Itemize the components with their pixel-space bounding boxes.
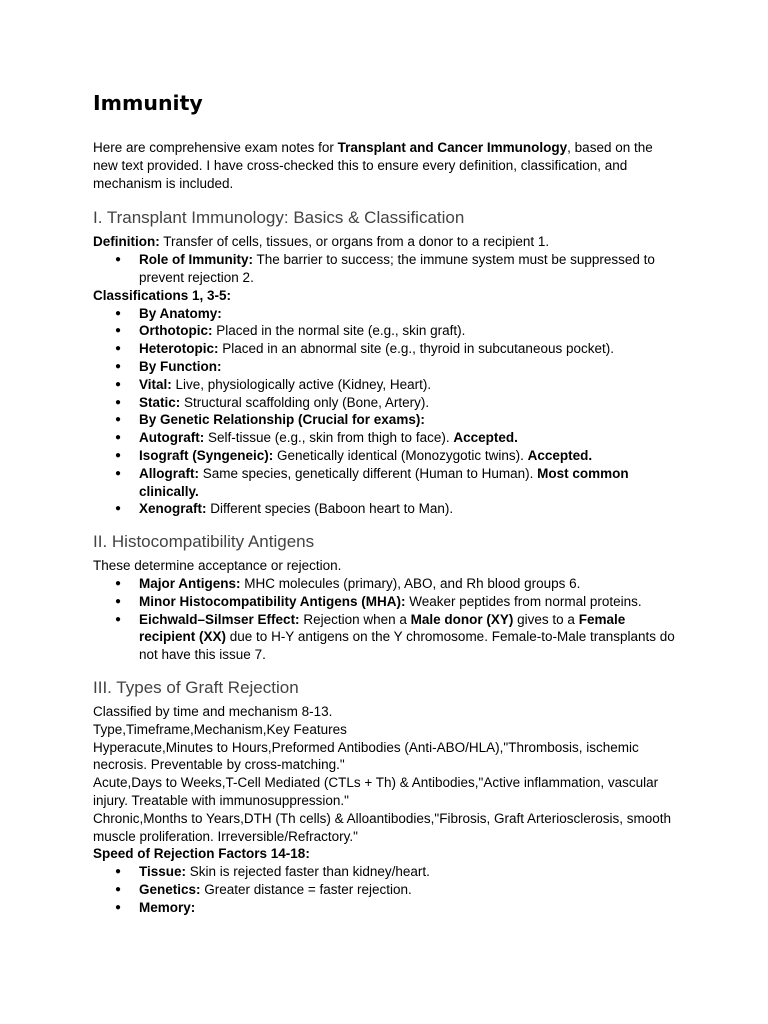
item-text: Self-tissue (e.g., skin from thigh to face).: [204, 430, 454, 446]
section-heading-transplant: I. Transplant Immunology: Basics & Classification: [93, 208, 465, 228]
item-label: Static:: [139, 394, 181, 410]
list-item: [139, 611, 676, 664]
classifications-label: [93, 287, 676, 305]
intro-paragraph: [93, 139, 676, 192]
list-item: [139, 394, 676, 412]
item-label: Xenograft:: [139, 501, 207, 517]
role-list: [93, 251, 676, 287]
text-line: Classified by time and mechanism 8-13.: [93, 703, 333, 719]
item-label: By Function:: [139, 358, 222, 374]
list-item: [139, 881, 676, 899]
item-bold: Male donor (XY): [410, 611, 514, 627]
item-tail: Accepted.: [453, 430, 518, 446]
csv-row-chronic: Chronic,Months to Years,DTH (Th cells) & Alloantibodies,"Fibrosis, Graft Arteriosclerosis, smooth muscle proliferation. Irreversible/Refractory.": [93, 810, 672, 844]
document-body: [93, 139, 676, 916]
item-text: Genetically identical (Monozygotic twins).: [273, 447, 528, 463]
list-item: [139, 447, 676, 465]
item-text: MHC molecules (primary), ABO, and Rh blood groups 6.: [240, 575, 581, 591]
item-text: Different species (Baboon heart to Man).: [206, 501, 454, 517]
item-label: By Anatomy:: [139, 305, 222, 321]
item-bold: Female recipient (XX): [139, 611, 626, 645]
list-item: [139, 899, 676, 917]
list-item: [139, 863, 676, 881]
item-text: Live, physiologically active (Kidney, Heart).: [171, 376, 432, 392]
item-label: Major Antigens:: [139, 575, 241, 591]
list-item: [139, 593, 676, 611]
intro-bold: Transplant and Cancer Immunology: [337, 140, 568, 155]
page-title: Immunity: [93, 91, 203, 115]
section-heading-rejection: III. Types of Graft Rejection: [93, 677, 299, 697]
section-intro: These determine acceptance or rejection.: [93, 558, 342, 574]
spacer: [93, 664, 676, 676]
item-text: Rejection when a: [299, 611, 411, 627]
antigen-list: [93, 575, 676, 664]
item-text: Same species, genetically different (Human to Human).: [199, 465, 538, 481]
list-item: [139, 358, 676, 376]
intro-text-2: , based on the new text provided. I have cross-checked this to ensure every definition, classification, and mechanism is included.: [93, 140, 653, 191]
item-label: Allograft:: [139, 465, 199, 481]
item-label: Vital:: [139, 376, 172, 392]
section-heading-histocompatibility: II. Histocompatibility Antigens: [93, 532, 315, 552]
item-text: Placed in an abnormal site (e.g., thyroid in subcutaneous pocket).: [218, 341, 614, 357]
item-text: gives to a: [513, 611, 579, 627]
factor-list: [93, 863, 676, 916]
list-item: [139, 500, 676, 518]
list-item: [139, 411, 676, 429]
item-label: Genetics:: [139, 881, 201, 897]
item-label: Memory:: [139, 899, 196, 915]
item-tail: Most common clinically.: [139, 465, 629, 499]
item-label: Minor Histocompatibility Antigens (MHA):: [139, 593, 406, 609]
item-label: Heterotopic:: [139, 341, 219, 357]
definition-text: Transfer of cells, tissues, or organs from a donor to a recipient 1.: [159, 234, 550, 250]
list-item: [139, 376, 676, 394]
list-item: [139, 465, 676, 501]
classification-list: [93, 305, 676, 519]
list-item: [139, 575, 676, 593]
item-label: Isograft (Syngeneic):: [139, 447, 274, 463]
item-text: Structural scaffolding only (Bone, Artery).: [180, 394, 430, 410]
list-item: [139, 429, 676, 447]
item-label: Orthotopic:: [139, 323, 213, 339]
item-label: Autograft:: [139, 430, 205, 446]
item-tail: Accepted.: [527, 447, 593, 463]
classifications-heading: Classifications 1, 3-5:: [93, 287, 232, 303]
item-label: By Genetic Relationship (Crucial for exams):: [139, 412, 425, 428]
item-text: The barrier to success; the immune system must be suppressed to prevent rejection 2.: [139, 252, 655, 285]
item-text: Placed in the normal site (e.g., skin graft).: [212, 323, 466, 339]
intro-text: Here are comprehensive exam notes for: [93, 140, 338, 155]
item-label: Tissue:: [139, 864, 187, 880]
item-label: Role of Immunity:: [139, 252, 253, 268]
csv-header-line: Type,Timeframe,Mechanism,Key Features: [93, 721, 347, 737]
spacer: [93, 518, 676, 530]
list-item: [139, 305, 676, 323]
csv-row-acute: Acute,Days to Weeks,T-Cell Mediated (CTLs + Th) & Antibodies,"Active inflammation, vascular injury. Treatable with immunosuppression.": [93, 775, 659, 808]
item-label: Eichwald–Silmser Effect:: [139, 611, 300, 627]
item-text: Weaker peptides from normal proteins.: [405, 593, 642, 609]
definition-label: Definition:: [93, 234, 160, 250]
speed-factors-label: [93, 845, 676, 863]
list-item: [139, 340, 676, 358]
list-item: [139, 251, 676, 287]
csv-row-hyperacute: Hyperacute,Minutes to Hours,Preformed Antibodies (Anti-ABO/HLA),"Thrombosis, ischemic necrosis. Preventable by cross-matching.": [93, 739, 639, 773]
item-text: Greater distance = faster rejection.: [200, 881, 412, 897]
item-text: Skin is rejected faster than kidney/heart.: [186, 864, 430, 880]
speed-factors-heading: Speed of Rejection Factors 14-18:: [93, 846, 310, 862]
list-item: [139, 322, 676, 340]
definition-line: [93, 233, 676, 251]
item-text: due to H-Y antigens on the Y chromosome. Female-to-Male transplants do not have this issue 7.: [139, 629, 675, 663]
